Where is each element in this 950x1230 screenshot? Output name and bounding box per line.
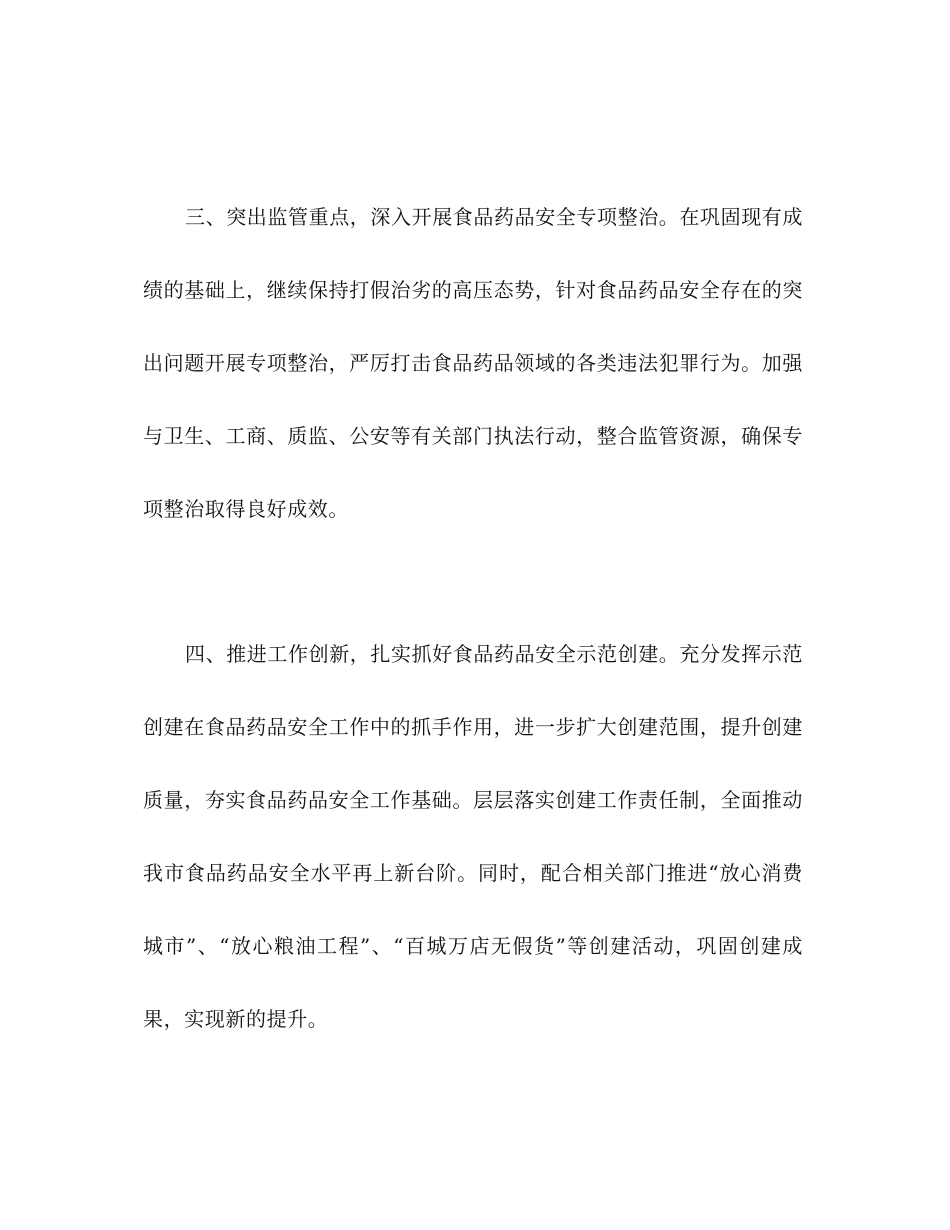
paragraph-section-three: 三、突出监管重点，深入开展食品药品安全专项整治。在巩固现有成绩的基础上，继续保持打假治劣的高压态势，针对食品药品安全存在的突出问题开展专项整治，严厉打击食品药品领域的各类违法犯罪行为。加强与卫生、工商、质监、公安等有关部门执法行动，整合监管资源，确保专项整治取得良好成效。 [143, 205, 803, 521]
paragraph-section-four: 四、推进工作创新，扎实抓好食品药品安全示范创建。充分发挥示范创建在食品药品安全工作中的抓手作用，进一步扩大创建范围，提升创建质量，夯实食品药品安全工作基础。层层落实创建工作责任制，全面推动我市食品药品安全水平再上新台阶。同时，配合相关部门推进“放心消费城市”、“放心粮油工程”、“百城万店无假货”等创建活动，巩固创建成果，实现新的提升。 [143, 642, 803, 1031]
